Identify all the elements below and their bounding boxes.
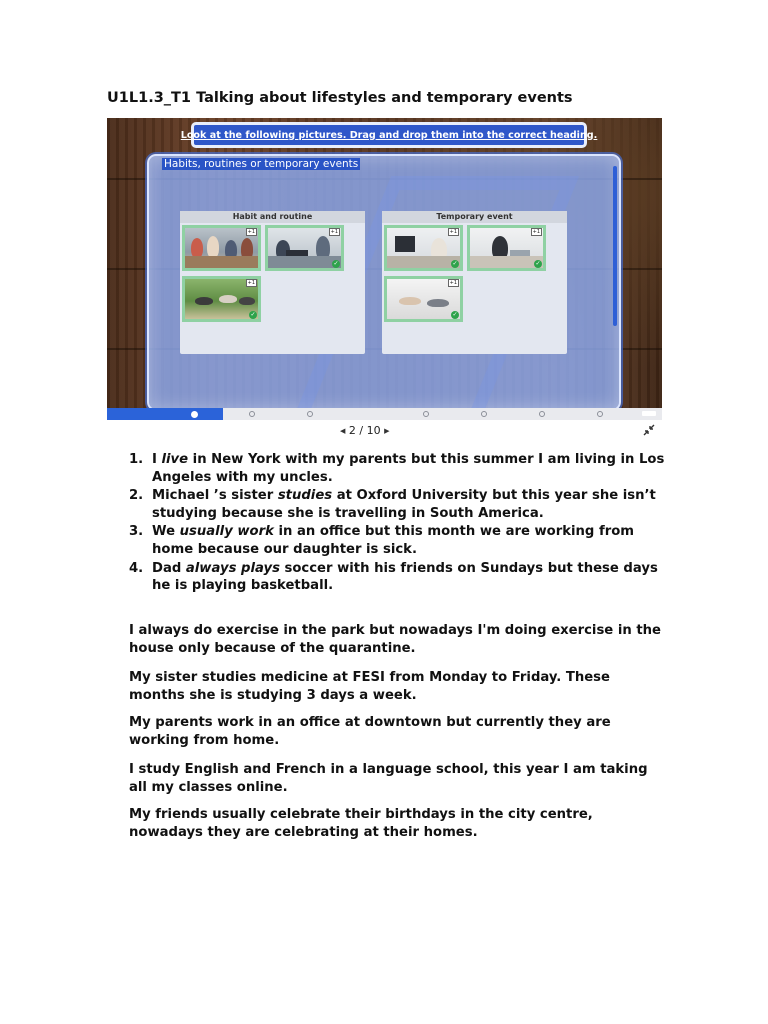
activity-screenshot: [107, 118, 662, 420]
total-pages: 10: [366, 424, 381, 437]
prev-page-icon[interactable]: ◀: [340, 427, 346, 435]
sentence-item: [129, 451, 669, 486]
sentence-text: Dad: [152, 560, 186, 576]
draggable-image-laptop-headphones[interactable]: [467, 225, 546, 271]
nav-dot-3[interactable]: [223, 408, 281, 420]
emphasized-verb: studies: [277, 488, 333, 504]
nav-dot-8[interactable]: [513, 408, 571, 420]
correct-check-icon: ✓: [535, 260, 541, 267]
nav-end-icon[interactable]: [642, 411, 656, 416]
nav-dot-4[interactable]: [281, 408, 339, 420]
drop-zone-habit[interactable]: [180, 211, 365, 354]
nav-dot-2[interactable]: [165, 408, 223, 420]
example-paragraph: I always do exercise in the park but nowadays I'm doing exercise in the house only because of the quarantine.: [129, 623, 661, 656]
instruction-banner: [180, 122, 598, 148]
correct-check-icon: ✓: [452, 260, 458, 267]
slide-navigation: [107, 408, 662, 420]
pager: [340, 424, 390, 437]
sentence-text: soccer with his friends on Sundays but these days he is playing basketball.: [152, 560, 658, 594]
page-title: U1L1.3_T1 Talking about lifestyles and temporary events: [107, 90, 573, 106]
correct-check-icon: ✓: [333, 260, 339, 267]
sentence-item: [129, 523, 669, 558]
nav-segment-1[interactable]: [107, 408, 165, 420]
correct-check-icon: ✓: [250, 311, 256, 318]
correct-check-icon: ✓: [452, 311, 458, 318]
draggable-image-home-exercise[interactable]: [384, 276, 463, 322]
nav-dot-6[interactable]: [397, 408, 455, 420]
sentence-number: 1.: [129, 452, 144, 467]
example-paragraph: My friends usually celebrate their birthdays in the city centre, nowadays they are celebrating at their homes.: [129, 807, 593, 840]
sentence-item: [129, 560, 669, 595]
sentence-number: 4.: [129, 560, 144, 576]
sentence-item: [129, 487, 669, 522]
sentence-text: I: [152, 452, 162, 467]
sentence-text: at Oxford University but this year she isn’t studying because she is travelling in South America.: [152, 488, 656, 521]
points-badge: +1: [247, 229, 255, 235]
drop-zone-title: Temporary event: [382, 211, 567, 223]
exit-fullscreen-icon[interactable]: [643, 424, 655, 436]
nav-dot-7[interactable]: [455, 408, 513, 420]
instruction-text: Look at the following pictures. Drag and drop them into the correct heading.: [180, 129, 598, 141]
example-paragraph: I study English and French in a language school, this year I am taking all my classes online.: [129, 762, 648, 795]
drop-zone-title: Habit and routine: [180, 211, 365, 223]
panel-heading: Habits, routines or temporary events: [164, 158, 359, 170]
sentence-text: We: [152, 524, 180, 540]
next-page-icon[interactable]: ▶: [384, 427, 390, 435]
points-badge: +1: [330, 229, 338, 235]
points-badge: +1: [247, 280, 255, 286]
sentence-text: in an office but this month we are working from home because our daughter is sick.: [152, 524, 634, 557]
sentence-list: [129, 451, 669, 596]
example-paragraph: My parents work in an office at downtown but currently they are working from home.: [129, 715, 611, 748]
sentence-number: 3.: [129, 524, 144, 540]
points-badge: +1: [449, 280, 457, 286]
page-separator: /: [359, 424, 364, 437]
activity-panel: [147, 154, 621, 411]
draggable-image-home-computer[interactable]: [384, 225, 463, 271]
current-page: 2: [348, 424, 356, 437]
emphasized-verb: always plays: [185, 560, 280, 576]
sentence-number: 2.: [129, 488, 144, 504]
drop-zone-temporary[interactable]: [382, 211, 567, 354]
draggable-image-park-exercise[interactable]: [182, 276, 261, 322]
emphasized-verb: live: [161, 452, 189, 467]
sentence-text: in New York with my parents but this summer I am living in Los Angeles with my uncles.: [152, 452, 665, 485]
points-badge: +1: [449, 229, 457, 235]
points-badge: +1: [532, 229, 540, 235]
sentence-text: Michael ’s sister: [152, 488, 278, 504]
panel-scrollbar[interactable]: [613, 166, 617, 326]
nav-dot-9[interactable]: [571, 408, 629, 420]
emphasized-verb: usually work: [179, 524, 274, 540]
example-paragraph: My sister studies medicine at FESI from Monday to Friday. These months she is studying 3 days a week.: [129, 670, 610, 703]
draggable-image-office[interactable]: [265, 225, 344, 271]
draggable-image-classroom[interactable]: [182, 225, 261, 271]
